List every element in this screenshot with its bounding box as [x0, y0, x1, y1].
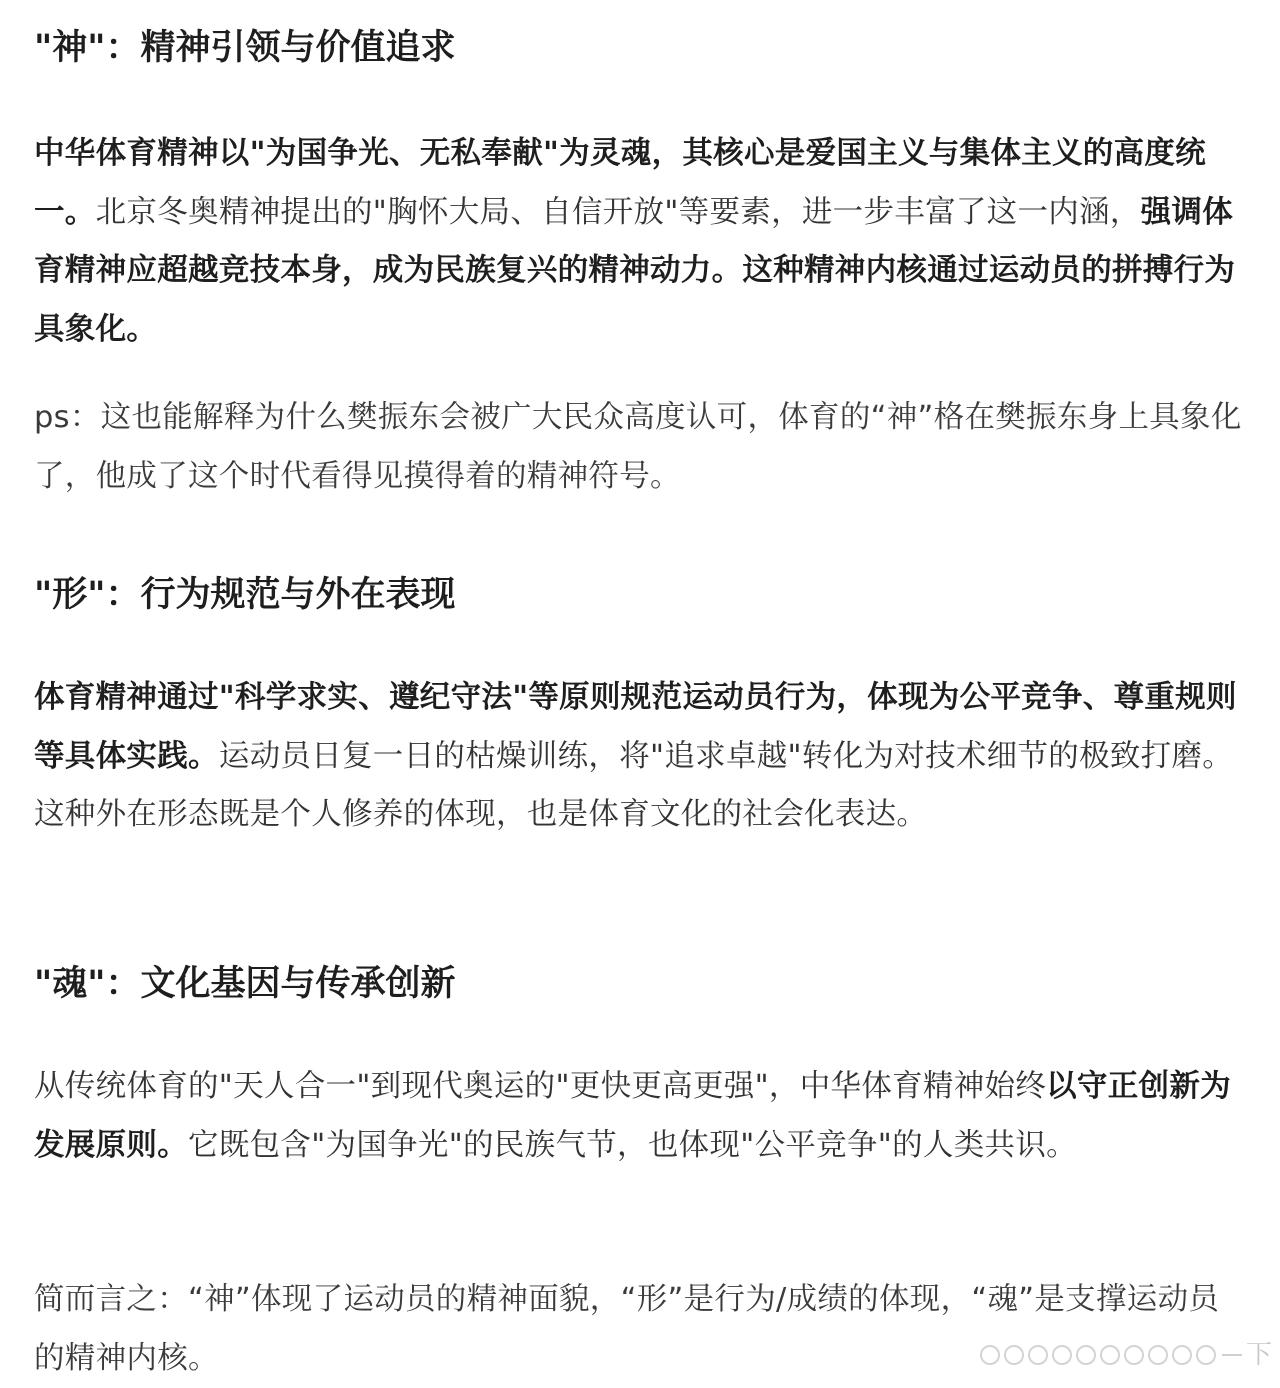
- paragraph-hun-bold: 以守正创新为发展原则。: [34, 1069, 1231, 1163]
- paragraph-shen-bold-1: 中华体育精神以"为国争光、无私奉献"为灵魂，其核心是爱国主义与集体主义的高度统一。: [34, 136, 1206, 230]
- paragraph-xing: [34, 669, 1248, 845]
- paragraph-shen-text-1: 北京冬奥精神提出的"胸怀大局、自信开放"等要素，进一步丰富了这一内涵，: [95, 194, 1141, 230]
- paragraph-xing-text: 运动员日复一日的枯燥训练，将"追求卓越"转化为对技术细节的极致打磨。这种外在形态既是个人修养的体现，也是体育文化的社会化表达。: [34, 738, 1234, 832]
- paragraph-xing-bold: 体育精神通过"科学求实、遵纪守法"等原则规范运动员行为，体现为公平竞争、尊重规则等具体实践。: [34, 680, 1237, 774]
- paragraph-ps: ps：这也能解释为什么樊振东会被广大民众高度认可，体育的“神”格在樊振东身上具象化了，他成了这个时代看得见摸得着的精神符号。: [34, 400, 1242, 494]
- paragraph-shen-bold-2: 强调体育精神应超越竞技本身，成为民族复兴的精神动力。这种精神内核通过运动员的拼搏行为具象化。: [34, 194, 1236, 347]
- section-heading-hun: "魂"：文化基因与传承创新: [34, 964, 456, 1004]
- paragraph-hun: [34, 1058, 1248, 1175]
- paragraph-shen: [34, 125, 1248, 359]
- paragraph-hun-text-2: 它既包含"为国争光"的民族气节，也体现"公平竞争"的人类共识。: [188, 1127, 1077, 1163]
- section-heading-xing: "形"：行为规范与外在表现: [34, 575, 456, 615]
- paragraph-summary: 简而言之：“神”体现了运动员的精神面貌，“形”是行为/成绩的体现，“魂”是支撑运动员的精神内核。: [34, 1282, 1220, 1376]
- watermark-text: 下: [1245, 1340, 1272, 1370]
- watermark-rings-icon: [980, 1345, 1216, 1365]
- section-heading-shen: "神"：精神引领与价值追求: [34, 28, 456, 68]
- paragraph-hun-text-1: 从传统体育的"天人合一"到现代奥运的"更快更高更强"，中华体育精神始终: [34, 1069, 1047, 1104]
- watermark: [980, 1340, 1272, 1370]
- watermark-dash: [1222, 1354, 1242, 1356]
